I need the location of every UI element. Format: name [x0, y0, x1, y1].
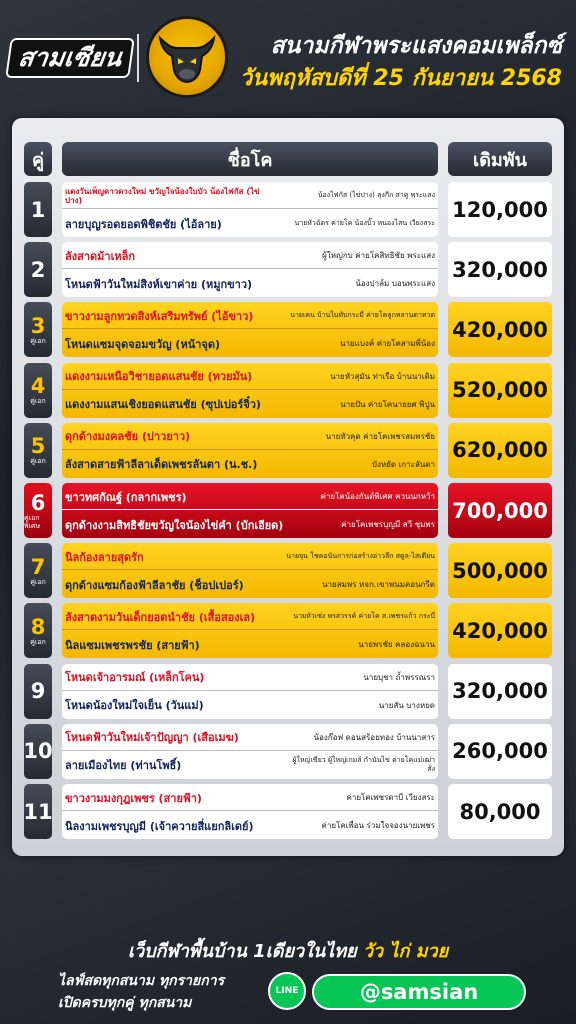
pair-number [24, 664, 52, 719]
pair-number [24, 483, 52, 538]
line-handle-button[interactable]: @samsian [312, 974, 526, 1010]
red-corner-line [62, 423, 438, 450]
brand-logo: สามเซียน [5, 38, 135, 78]
bet-amount: 420,000 [448, 302, 552, 357]
red-corner-cock: ขาวงามมงกุฎเพชร (สายฟ้า) [65, 791, 202, 805]
pair-number [24, 242, 52, 297]
match-cell [62, 724, 438, 779]
bet-amount: 620,000 [448, 423, 552, 478]
blue-corner-owner: ค่ายโคเพื่อน ร่วมใจจองนายเพชร [321, 821, 435, 830]
blue-corner-line [62, 330, 438, 357]
red-corner-owner: นายหัวเซ่ง พรสวรรค์ ค่ายโค ส.เพชรแก้ว กระบี่ [293, 612, 435, 621]
pair-number-value: 9 [30, 679, 46, 704]
blue-corner-line [62, 631, 438, 658]
pair-number [24, 182, 52, 237]
red-corner-line [62, 483, 438, 510]
pair-number-value: 10 [23, 739, 53, 764]
pair-tag: คู่เอก [30, 577, 46, 586]
blue-corner-line [62, 451, 438, 478]
table-row [24, 242, 552, 297]
pair-number-value: 7 [30, 554, 46, 579]
col-name-header: ชื่อโค [62, 142, 438, 176]
red-corner-line [62, 664, 438, 691]
table-row [24, 363, 552, 418]
pair-number [24, 784, 52, 839]
blue-corner-owner: บังหยัด เกาะลันตา [371, 459, 435, 469]
bet-amount: 320,000 [448, 664, 552, 719]
pair-number [24, 603, 52, 658]
bet-amount: 120,000 [448, 182, 552, 237]
pair-number-value: 11 [23, 799, 53, 824]
match-cell [62, 363, 438, 418]
blue-corner-owner: นายแบงค์ ค่ายโคสามพี่น้อง [340, 339, 435, 349]
logo-divider [137, 34, 139, 82]
red-corner-owner: น้องก๊อฟ ดอนสร้อยทอง บ้านนาสาร [313, 732, 435, 742]
red-corner-line [62, 724, 438, 751]
bet-amount: 260,000 [448, 724, 552, 779]
red-corner-line [62, 242, 438, 269]
blue-corner-cock: นิลแซมเพชรพรชัย (สายฟ้า) [65, 638, 200, 652]
red-corner-cock: ลังสาดงามวันเด็กยอดนำชัย (เสื้อสองเล) [65, 610, 256, 624]
pair-number-value: 6 [30, 490, 46, 515]
tagline-highlight: วัว ไก่ มวย [362, 941, 449, 962]
match-cell [62, 483, 438, 538]
tagline-text: เว็บกีฬาพื้นบ้าน 1เดียวในไทย [127, 941, 357, 962]
table-row [24, 302, 552, 357]
table-row [24, 664, 552, 719]
blue-corner-line [62, 270, 438, 297]
bet-amount: 420,000 [448, 603, 552, 658]
col-bet-header: เดิมพัน [448, 142, 552, 176]
table-row [24, 784, 552, 839]
blue-corner-line [62, 571, 438, 598]
bet-amount: 320,000 [448, 242, 552, 297]
blue-corner-cock: ดุกด้างแซมก้องฟ้าลีลาชัย (ช็อปเปอร์) [65, 578, 244, 592]
table-row [24, 603, 552, 658]
blue-corner-owner: นายสมพร หจก.เขาพนมคอนกรีต [322, 580, 435, 590]
match-cell [62, 182, 438, 237]
blue-corner-line [62, 692, 438, 719]
red-corner-line [62, 603, 438, 630]
footer [0, 920, 576, 1024]
header [0, 0, 576, 110]
blue-corner-owner: น้องปาล์ม บอนพระแสง [355, 279, 435, 289]
bet-amount: 500,000 [448, 543, 552, 598]
red-corner-cock: ดุกด้างมงคลชัย (บ่าวยาว) [65, 430, 191, 444]
pair-number [24, 363, 52, 418]
blue-corner-owner: นายสัน บางหยด [378, 700, 435, 710]
match-cell [62, 302, 438, 357]
pair-number [24, 543, 52, 598]
blue-corner-line [62, 391, 438, 418]
blue-corner-cock: โหนดแซมจุดจอมขวัญ (หน้าจุด) [65, 337, 221, 351]
event-date: วันพฤหัสบดีที่ 25 กันยายน 2568 [239, 66, 562, 91]
table-row [24, 543, 552, 598]
line-app-icon[interactable]: LINE [268, 972, 306, 1010]
table-row [24, 483, 552, 538]
page-title: สนามกีฬาพระแสงคอมเพล็กซ์ [270, 33, 562, 59]
pair-number-value: 2 [30, 257, 46, 282]
bet-amount: 80,000 [448, 784, 552, 839]
red-corner-cock: ขาวงามลูกทวดสิงห์เสริมทรัพย์ (ไอ้ขาว) [65, 309, 254, 323]
match-cell [62, 664, 438, 719]
blue-corner-cock: แดงงามแสนเชิงยอดแสนชัย (ซุปเปอร์จิ๋ว) [65, 398, 261, 412]
red-corner-owner: นายจุน โชคอนันการก่อสร้างอ่าวลึก สตูล-ไสเตียน [286, 552, 435, 561]
red-corner-owner: นายบุชา ถ้ำพรรณรา [363, 672, 435, 682]
pair-tag: คู่เอก [30, 397, 46, 406]
bull-logo-icon [146, 16, 228, 98]
red-corner-cock: โหนดฟ้าวันใหม่เจ้าปัญญา (เสือเมฆ) [65, 731, 239, 745]
pair-number [24, 423, 52, 478]
red-corner-owner: นายเคน บ้านในทับกระมี่ ค่ายโคลูกหลานตาทวด [290, 311, 435, 320]
blue-corner-owner: นายพรชัย คลองฉนวน [358, 640, 435, 650]
bet-amount: 700,000 [448, 483, 552, 538]
red-corner-owner: นายหัวสุมัน ท่าเรือ บ้านนาเดิม [330, 371, 435, 381]
match-cell [62, 242, 438, 297]
red-corner-line [62, 784, 438, 811]
footer-line-1: ไลฟ์สดทุกสนาม ทุกรายการ [58, 973, 225, 989]
red-corner-cock: นิลก้องลายสุดรัก [65, 550, 144, 564]
table-row [24, 724, 552, 779]
blue-corner-owner: นายหัวฉัตร ค่ายโค น้องบิ๊ว หนองไสน เวียงสระ [294, 219, 435, 227]
pair-tag: คู่เอก [30, 637, 46, 646]
red-corner-owner: ค่ายโคน้องกันต์พิเศศ ควนนกหว้า [320, 492, 435, 501]
blue-corner-cock: โหนดน้องใหม่ใจเย็น (วันแม่) [65, 699, 204, 713]
match-cell [62, 423, 438, 478]
blue-corner-owner: ค่ายโคเพชรบุญมี สวี ชุมพร [341, 520, 435, 529]
pair-tag: คู่เอก [30, 457, 46, 466]
pair-tag: คู่เอก พิเศษ [24, 513, 41, 530]
blue-corner-owner: นายปัน ค่ายโคนายยศ พิปูน [340, 399, 435, 409]
red-corner-owner: น้องไฟกัส (ไข่ปาง) ลุงกีก สาคู พระแสง [317, 191, 435, 199]
match-table [12, 118, 564, 856]
red-corner-cock: ลังสาดม้าเหล็ก [65, 249, 135, 263]
pair-number-value: 4 [30, 374, 46, 399]
match-cell [62, 543, 438, 598]
red-corner-line [62, 302, 438, 329]
match-cell [62, 603, 438, 658]
pair-number [24, 724, 52, 779]
blue-corner-cock: ลายเมืองไทย (ท่านโพธิ์) [65, 759, 182, 773]
red-corner-owner: ค่ายโคเพชรดาบี เวียงสระ [346, 793, 435, 802]
blue-corner-line [62, 210, 438, 237]
blue-corner-cock: โหนดฟ้าวันใหม่สิงห์เขาค่าย (หมูกขาว) [65, 277, 253, 291]
red-corner-line [62, 363, 438, 390]
blue-corner-line [62, 812, 438, 839]
table-header [24, 142, 552, 176]
pair-number-value: 1 [30, 197, 46, 222]
red-corner-owner: ผู้ใหญ่กบ ค่ายโคสิทธิชัย พระแสง [322, 251, 435, 261]
blue-corner-owner: ผู้ใหญ่เขียว ผู้ใหญ่เกมส์ กำนันไข่ ค่ายโคแม่เฒ่าสั่ง [292, 756, 435, 774]
blue-corner-line [62, 511, 438, 538]
red-corner-cock: แดงวันเพ็ญดาวดวงใหม่ ขวัญใจน้องใบบัว น้องไฟกัส (ไข่ปาง) [65, 186, 260, 205]
pair-number-value: 8 [30, 614, 46, 639]
red-corner-cock: โหนดเจ้าอารมณ์ (เหล็กโคน) [65, 671, 205, 685]
pair-number [24, 302, 52, 357]
pair-tag: คู่เอก [30, 336, 46, 345]
match-cell [62, 784, 438, 839]
red-corner-cock: แดงงามเหนือวิชายอดแสนชัย (ทวยมัน) [65, 370, 253, 384]
blue-corner-cock: ลังสาดสายฟ้าลีลาเด็ดเพชรลันตา (น.ช.) [65, 458, 258, 472]
red-corner-line [62, 182, 438, 209]
blue-corner-cock: ดุกด้างงามสิทธิชัยขวัญใจน้องไข่คำ (บักเอียด) [65, 518, 284, 532]
red-corner-owner: นายหัวคุด ค่ายโคเพชรสมพรชัย [325, 431, 435, 441]
blue-corner-cock: นิลงามเพชรบุญมี (เจ้าควายสี่แยกลิเดย์) [65, 819, 254, 833]
pair-number-value: 3 [30, 313, 46, 338]
bet-amount: 520,000 [448, 363, 552, 418]
table-row [24, 182, 552, 237]
table-row [24, 423, 552, 478]
red-corner-cock: ขาวทศกัณฐ์ (กลากเพชร) [65, 490, 187, 504]
blue-corner-line [62, 752, 438, 779]
blue-corner-cock: ลายบุญรอดยอดพิชิตชัย (ไอ้ลาย) [65, 217, 222, 231]
red-corner-line [62, 543, 438, 570]
footer-line-2: เปิดครบทุกคู่ ทุกสนาม [58, 995, 192, 1011]
pair-number-value: 5 [30, 434, 46, 459]
footer-tagline [0, 936, 576, 965]
col-pair-header: คู่ [24, 142, 52, 176]
